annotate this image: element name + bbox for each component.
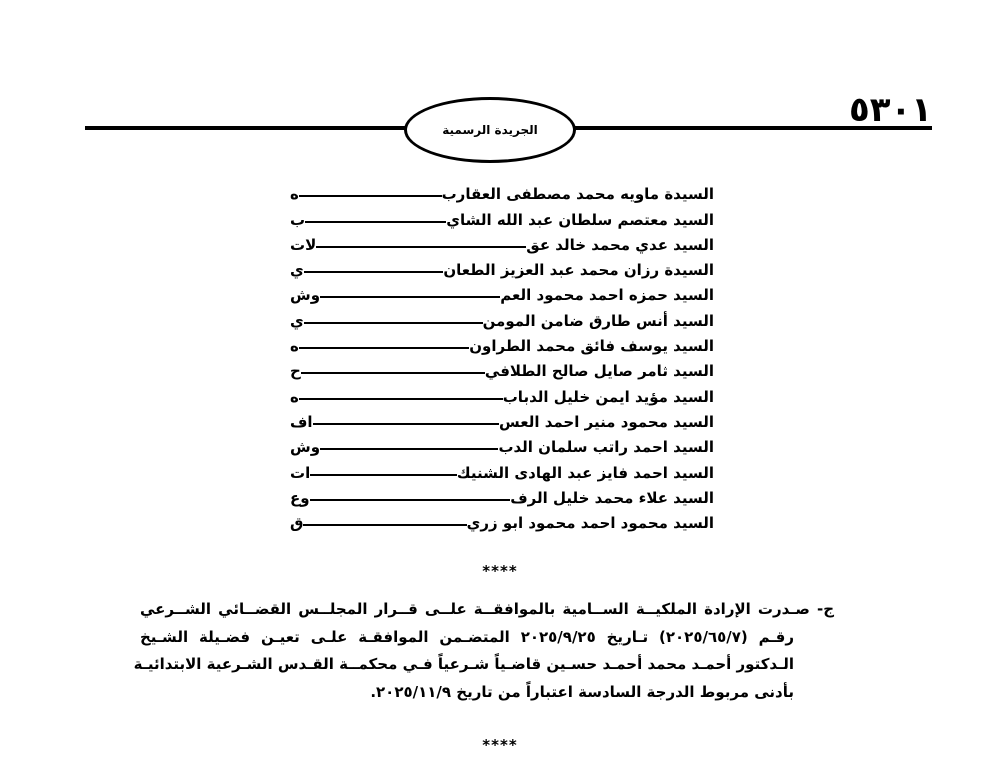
tatweel-stretch: [320, 296, 500, 298]
tatweel-stretch: [305, 221, 446, 223]
paragraph-line: بأدنى مربوط الدرجة السادسة اعتباراً من تاريخ ٢٠٢٥/١١/٩.: [370, 682, 794, 701]
tatweel-stretch: [299, 195, 442, 197]
name-start: السيد احمد راتب سلمان الدب: [498, 438, 714, 457]
name-row: [290, 380, 714, 405]
tatweel-stretch: [304, 322, 483, 324]
tatweel-stretch: [299, 398, 503, 400]
tatweel-stretch: [303, 524, 466, 526]
name-row: [290, 406, 714, 431]
name-row: [290, 178, 714, 203]
name-end: ب: [290, 210, 306, 229]
gazette-title: الجريدة الرسمية: [442, 123, 538, 137]
name-start: السيد ثامر صايل صالح الطلافي: [484, 362, 714, 381]
tatweel-stretch: [299, 347, 469, 349]
name-start: السيد محمود منير احمد العس: [499, 412, 714, 431]
page-number: ٥٣٠١: [848, 90, 932, 130]
name-row: [290, 254, 714, 279]
name-row: [290, 431, 714, 456]
name-row: [290, 203, 714, 228]
name-end: ه: [290, 387, 299, 406]
name-row: [290, 304, 714, 329]
name-end: ي: [290, 261, 304, 280]
paragraph-line: رقـم (٢٠٢٥/٦٥/٧) تـاريخ ٢٠٢٥/٩/٢٥ المتضـمن الموافقـة علـى تعيـن فضـيلة الشـيخ: [140, 627, 795, 646]
tatweel-stretch: [313, 423, 499, 425]
name-end: وع: [290, 488, 310, 507]
name-row: [290, 330, 714, 355]
name-start: السيد احمد فايز عبد الهادى الشنيك: [456, 463, 714, 482]
name-start: السيد أنس طارق ضامن المومن: [482, 311, 714, 330]
name-end: ات: [290, 463, 311, 482]
name-start: السيد معتصم سلطان عبد الله الشاي: [446, 210, 714, 229]
name-end: وش: [290, 286, 321, 305]
name-start: السيدة رزان محمد عبد العزيز الطعان: [443, 261, 714, 280]
name-row: [290, 507, 714, 532]
name-end: ه: [290, 185, 299, 204]
name-row: [290, 279, 714, 304]
decree-paragraph: [133, 596, 834, 706]
gazette-title-oval: [404, 97, 576, 163]
paragraph-line: الـدكتور أحمـد محمد أحمـد حسـين قاضـياً شـرعياً فـي محكمــة القـدس الشـرعية الابتدائيـة: [133, 655, 794, 673]
paragraph-line: ج- صـدرت الإرادة الملكيــة الســامية بالموافقــة علــى قــرار المجلــس القضــائي الشــرعي: [140, 600, 834, 618]
tatweel-stretch: [304, 271, 444, 273]
name-end: لات: [290, 235, 317, 254]
name-row: [290, 456, 714, 481]
name-start: السيد حمزه احمد محمود العم: [500, 286, 714, 305]
name-start: السيد علاء محمد خليل الرف: [510, 488, 714, 507]
name-start: السيد يوسف فائق محمد الطراون: [469, 337, 714, 356]
name-end: ه: [290, 337, 299, 356]
names-list: [290, 178, 714, 532]
name-row: [290, 355, 714, 380]
separator-stars: ****: [482, 562, 518, 580]
name-start: السيدة ماويه محمد مصطفى العقارب: [441, 185, 714, 204]
name-row: [290, 482, 714, 507]
name-end: اف: [290, 412, 313, 431]
tatweel-stretch: [310, 474, 457, 476]
tatweel-stretch: [320, 448, 498, 450]
name-start: السيد مؤيد ايمن خليل الدباب: [502, 387, 714, 406]
name-end: ح: [290, 362, 301, 381]
name-row: [290, 229, 714, 254]
name-start: السيد محمود احمد محمود ابو زري: [466, 514, 714, 533]
name-end: ق: [290, 514, 304, 533]
tatweel-stretch: [316, 246, 526, 248]
tatweel-stretch: [301, 372, 485, 374]
separator-stars: ****: [482, 736, 518, 754]
name-start: السيد عدي محمد خالد عق: [526, 235, 714, 254]
name-end: وش: [290, 438, 321, 457]
tatweel-stretch: [310, 499, 511, 501]
name-end: ي: [290, 311, 304, 330]
